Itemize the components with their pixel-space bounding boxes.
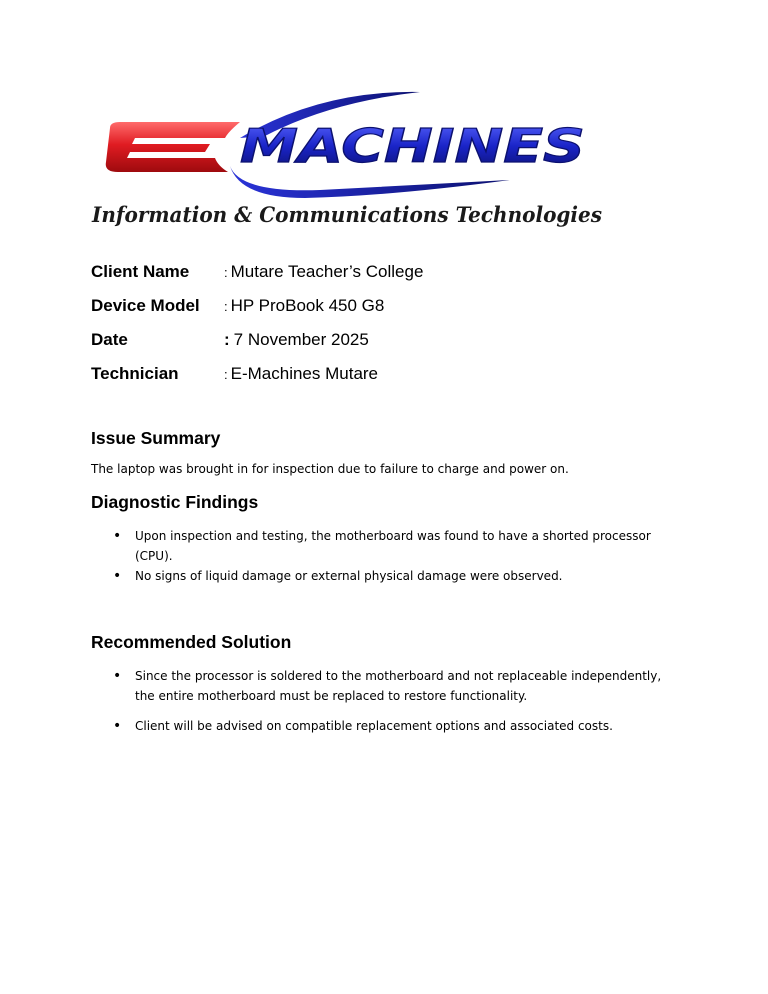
info-row-date [91,330,369,354]
diagnostic-findings-heading: Diagnostic Findings [91,492,259,512]
info-row-device-model [91,296,384,320]
list-item: • Upon inspection and testing, the motherboard was found to have a shorted processor (CPU). [113,526,673,566]
client-name-label: Client Name [91,262,190,281]
logo-brand-text: MACHINES [240,119,585,173]
technician-colon: : [224,367,228,382]
date-label: Date [91,330,128,349]
issue-summary-heading: Issue Summary [91,428,221,448]
list-item: • No signs of liquid damage or external physical damage were observed. [113,566,673,586]
date-value: 7 November 2025 [233,330,369,349]
technician-label: Technician [91,364,179,383]
client-name-colon: : [224,265,228,280]
info-row-technician [91,364,378,388]
recommended-solution-list [113,666,673,736]
logo-brand-e: E [90,75,101,92]
logo-red-e [90,75,240,172]
issue-summary-text: The laptop was brought in for inspection due to failure to charge and power on. [91,462,569,476]
technician-value: E-Machines Mutare [230,364,379,383]
device-model-value: HP ProBook 450 G8 [230,296,385,315]
company-logo [90,75,610,233]
info-row-client-name [91,262,423,286]
device-model-label: Device Model [91,296,200,315]
recommended-solution-heading: Recommended Solution [91,632,292,652]
device-model-colon: : [224,299,228,314]
diagnostic-findings-list [113,526,673,586]
list-item: • Client will be advised on compatible replacement options and associated costs. [113,716,673,736]
list-item: • Since the processor is soldered to the motherboard and not replaceable independently, the entire motherboard must be replaced to restore functionality. [113,666,673,706]
date-colon: : [224,330,230,349]
client-name-value: Mutare Teacher’s College [230,262,424,281]
logo-tagline: Information & Communications Technologies [91,202,603,227]
